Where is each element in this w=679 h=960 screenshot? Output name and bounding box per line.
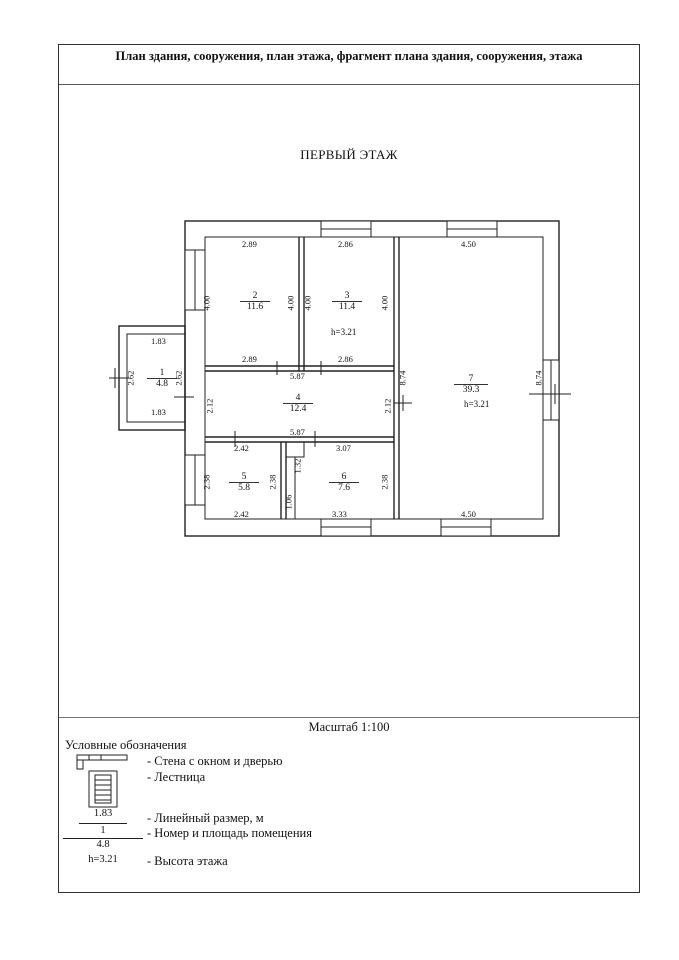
room-label-5 (229, 472, 259, 493)
document-frame (58, 44, 640, 893)
dim-6-right: 2.38 (379, 474, 390, 490)
legend-wall-text: - Стена с окном и дверью (147, 754, 283, 768)
dim-5-right: 2.38 (267, 474, 278, 490)
room-number: 2 (252, 291, 258, 301)
room-label-4 (283, 393, 313, 414)
dim-4-bottom: 5.87 (290, 427, 305, 437)
dim-2-bottom: 2.89 (242, 354, 257, 364)
dim-6-notch2: 1.06 (283, 494, 294, 510)
room-label-2 (240, 291, 270, 312)
legend-room-text: - Номер и площадь помещения (147, 826, 312, 840)
dim-5-top: 2.42 (234, 443, 249, 453)
room-label-3 (332, 291, 362, 312)
room-height-7: h=3.21 (464, 399, 490, 409)
room-label-7 (454, 374, 488, 395)
dim-6-top: 3.07 (336, 443, 351, 453)
room-number: 6 (341, 472, 347, 482)
floor-label: ПЕРВЫЙ ЭТАЖ (300, 147, 398, 162)
room-area: 11.4 (332, 301, 362, 312)
dim-4-left: 2.12 (204, 398, 215, 414)
legend-height-sample: h=3.21 (88, 854, 118, 865)
room-label-6 (329, 472, 359, 493)
room-area: 39.3 (454, 384, 488, 395)
dim-2-right: 4.00 (285, 295, 296, 311)
legend-linear-sample: 1.83 (93, 808, 113, 819)
legend-stairs-text: - Лестница (147, 770, 206, 784)
dim-1-right: 2.62 (173, 370, 184, 386)
room-area: 7.6 (329, 482, 359, 493)
room-area: 4.8 (147, 378, 177, 389)
legend-room-area: 4.8 (96, 839, 110, 850)
room-number: 5 (241, 472, 247, 482)
legend-divider (59, 717, 639, 718)
dim-7-top: 4.50 (461, 239, 476, 249)
stairs-icon (87, 769, 121, 809)
room-number: 7 (468, 374, 474, 384)
dim-7-right: 8.74 (533, 370, 544, 386)
dim-7-bottom: 4.50 (461, 509, 476, 519)
dim-1-bottom: 1.83 (151, 407, 166, 417)
room-area: 11.6 (240, 301, 270, 312)
dim-6-bottom: 3.33 (332, 509, 347, 519)
legend-room-number: 1 (100, 825, 106, 836)
legend-title: Условные обозначения (65, 738, 187, 752)
room-area: 5.8 (229, 482, 259, 493)
dim-4-top: 5.87 (290, 371, 305, 381)
legend-linear-text: - Линейный размер, м (147, 811, 264, 825)
dim-6-notch: 1.32 (292, 458, 303, 474)
dim-1-top: 1.83 (151, 336, 166, 346)
dim-7-left: 8.74 (397, 370, 408, 386)
room-number: 4 (295, 393, 301, 403)
room-height-3: h=3.21 (331, 327, 357, 337)
dim-3-left: 4.00 (302, 295, 313, 311)
dim-5-left: 2.38 (201, 474, 212, 490)
floor-plan (59, 45, 639, 715)
room-area: 12.4 (283, 403, 313, 414)
room-number: 1 (159, 368, 165, 378)
dim-3-bottom: 2.86 (338, 354, 353, 364)
dim-3-right: 4.00 (379, 295, 390, 311)
document-title: План здания, сооружения, план этажа, фрагмент плана здания, сооружения, этажа (59, 45, 639, 85)
legend-linear-line (79, 823, 127, 824)
dim-5-bottom: 2.42 (234, 509, 249, 519)
dim-3-top: 2.86 (338, 239, 353, 249)
scale-label: Масштаб 1:100 (308, 720, 390, 734)
dim-2-top: 2.89 (242, 239, 257, 249)
room-number: 3 (344, 291, 350, 301)
dim-4-right: 2.12 (382, 398, 393, 414)
legend-height-text: - Высота этажа (147, 854, 228, 868)
dim-1-left: 2.62 (125, 370, 136, 386)
dim-2-left: 4.00 (201, 295, 212, 311)
